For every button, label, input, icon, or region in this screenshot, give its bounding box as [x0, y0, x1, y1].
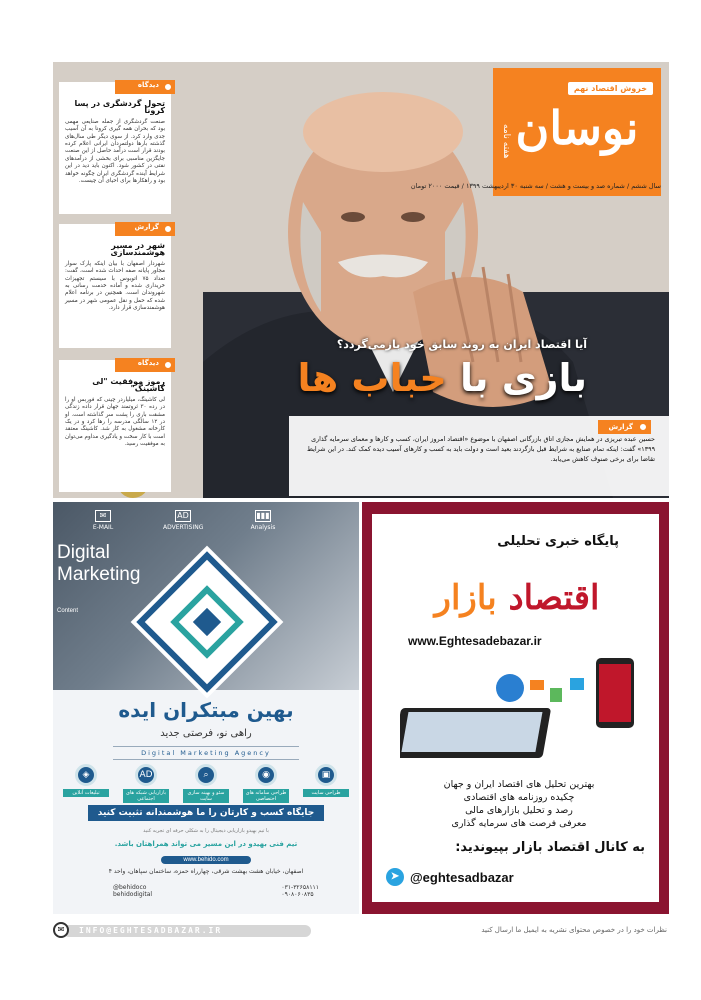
feature-item: بهترین تحلیل های اقتصاد ایران و جهان [443, 779, 595, 790]
issue-line: سال ششم / شماره صد و بیست و هشت / سه شنبه ۳۰ اردیبهشت ۱۳۹۹ / قیمت ۲۰۰۰ تومان [410, 182, 661, 190]
ad-agency-label: Digital Marketing Agency [113, 746, 299, 760]
ad-services [63, 764, 349, 803]
main-headline [298, 356, 587, 400]
analysis-icon: ▮▮▮ Analysis [250, 511, 276, 531]
advertising-icon: AD ADVERTISING [163, 511, 204, 531]
ad-right-website[interactable]: www.Eghtesadebazar.ir [408, 634, 542, 648]
ad-team-line: تیم فنی بهیدو در این مسیر می تواند همراهتان باشد. [114, 840, 298, 848]
devices-illustration [400, 658, 640, 768]
ad-phones: ۰۳۱-۳۲۶۵۸۱۱۱ ۰۹۰۸۰۶۰۸۳۵ [281, 884, 319, 898]
ad-right-subtitle: پایگاه خبری تحلیلی [497, 534, 619, 549]
service-item: ⌕ سئو و بهینه سازی سایت [183, 764, 229, 803]
service-item: ◈ تبلیغات آنلاین [63, 764, 109, 803]
ad-website[interactable]: www.behido.com [161, 856, 251, 864]
mail-icon: ✉ [53, 922, 69, 938]
ad-social: @behidoco behidodigital [113, 884, 153, 898]
digital-marketing-title: Digital Marketing Content [57, 542, 140, 622]
feature-item: رصد و تحلیل بازارهای مالی [465, 805, 573, 816]
side-box-section: دیدگاه [115, 358, 175, 372]
eghtesad-bazar-logo: اقتصاد بازار [434, 578, 600, 618]
headline-part-2: حباب ها [297, 356, 447, 400]
rss-icon [163, 360, 173, 370]
rss-icon [638, 422, 648, 432]
ad-contacts [113, 884, 319, 898]
ad-right-features [419, 778, 619, 830]
service-item: ◉ طراحی سامانه های اختصاصی [243, 764, 289, 803]
cover-section [53, 62, 669, 498]
email-icon: ✉ E-MAIL [92, 511, 114, 531]
ad-top-icons [83, 510, 283, 531]
footer-note: نظرات خود را در خصوص محتوای نشریه به ایمیل ما ارسال کنید [481, 926, 667, 934]
telegram-icon: ➤ [386, 868, 404, 886]
ad-cta: جایگاه کسب و کارتان را ما هوشمندانه تثبیت کنید [53, 808, 359, 818]
footer-email[interactable]: INFO@EGHTESADBAZAR.IR [79, 926, 223, 935]
service-item: ▣ طراحی سایت [303, 764, 349, 803]
side-box-title: تحول گردشگری در پسا کرونا [74, 99, 165, 116]
ad-right-call: به کانال اقتصاد بازار بپیوندید: [455, 840, 645, 855]
side-box-title: رموز موفقیت "لی کاشینگ" [92, 377, 165, 394]
masthead-tag: خروش اقتصاد نهم [568, 82, 653, 95]
ad-brand-name: بهین مبتکران ایده [118, 698, 294, 722]
headline-part-1: بازی با [459, 356, 587, 400]
service-item: AD بازاریابی شبکه های اجتماعی [123, 764, 169, 803]
side-box-tourism [59, 82, 171, 214]
side-box-section: گزارش [115, 222, 175, 236]
behido-ad [53, 502, 359, 914]
page-footer [53, 922, 669, 938]
rss-icon [163, 82, 173, 92]
side-box-smart-city [59, 224, 171, 348]
ad-right-panel [372, 514, 659, 902]
rss-icon [163, 224, 173, 234]
side-box-body: لی کاشینگ، میلیاردر چینی که فوربس او را در رده ۳۰ ثروتمند جهان قرار داده زندگی مشقت باری را پشت سر گذاشته است. او در ۱۲ سالگی مدرسه را رها کرد و در یک کارخانه مشغول به کار شد. کاشینگ معتقد است با کار سخت و یادگیری مداوم می‌توان به موفقیت رسید. [65, 396, 165, 448]
telegram-link[interactable]: ➤ @eghtesadbazar [386, 868, 514, 886]
masthead [493, 68, 661, 196]
side-box-body: صنعت گردشگری از جمله صنایعی مهمی بود که بحران همه گیری کرونا به آن آسیب جدی وارد کرد. از سوی دیگر طی سال‌های گذشته بارها دولتمردان ایرانی اعلام کرده بودند قرار است درآمد حاصل از این صنعت جایگزین مناسبی برای بخشی از درآمدهای نفتی در کشور شود. اکنون باید دید در این شرایط آینده گردشگری ایران چگونه خواهد بود و راهکارها برای احیای آن چیست. [65, 118, 165, 185]
report-body: حسین عبده تبریزی در همایش مجازی اتاق بازرگانی اصفهان با موضوع «اقتصاد امروز ایران، کسب و کارها و معمای سرمایه گذاری ۱۳۹۹» گفت: اینکه تمام صنایع به شرایط قبل بازگردند بعید است و دولت باید به کسب و کارهای آسیب دیده کمک کند. در این شرایط تقاضا برای برخی صنوف کاهش می‌یابد. [307, 435, 655, 463]
headline-kicker: آیا اقتصاد ایران به روند سابق خود بازمی‌گردد؟ [336, 338, 587, 351]
ad-slogan: راهی نو، فرصتی جدید [160, 728, 252, 739]
side-box-body: شهردار اصفهان با بیان اینکه پارک سوار مجاور پایانه صفه احداث شده است، گفت: تعداد ۷۵ اتوبوس با سیستم تجهیزات خریداری شده و آماده خدمت رسانی به شهروندان است. همچنین در برنامه اعلام شده که حمل و نقل عمومی شهر در مسیر هوشمندسازی قرار دارد. [65, 260, 166, 312]
side-box-li-kashing [59, 360, 171, 492]
side-box-title: شهر در مسیر هوشمندسازی [110, 241, 165, 258]
content-label: Content [57, 608, 79, 614]
masthead-logo: نوسان [515, 101, 639, 155]
feature-item: چکیده روزنامه های اقتصادی [463, 792, 575, 803]
ad-address: اصفهان، خیابان هشت بهشت شرقی، چهارراه حمزه، ساختمان سپاهان، واحد ۴ [108, 868, 304, 875]
eghtesad-bazar-ad [362, 502, 669, 914]
report-box [289, 416, 669, 496]
feature-item: معرفی فرصت های سرمایه گذاری [451, 818, 587, 829]
report-section: گزارش [598, 420, 651, 434]
ad-note: با تیم بهیدو بازاریابی دیجیتال را به شکلی حرفه ای تجربه کنید [143, 828, 269, 834]
side-box-section: دیدگاه [115, 80, 175, 94]
masthead-weekly: هفته نامه [501, 124, 511, 159]
